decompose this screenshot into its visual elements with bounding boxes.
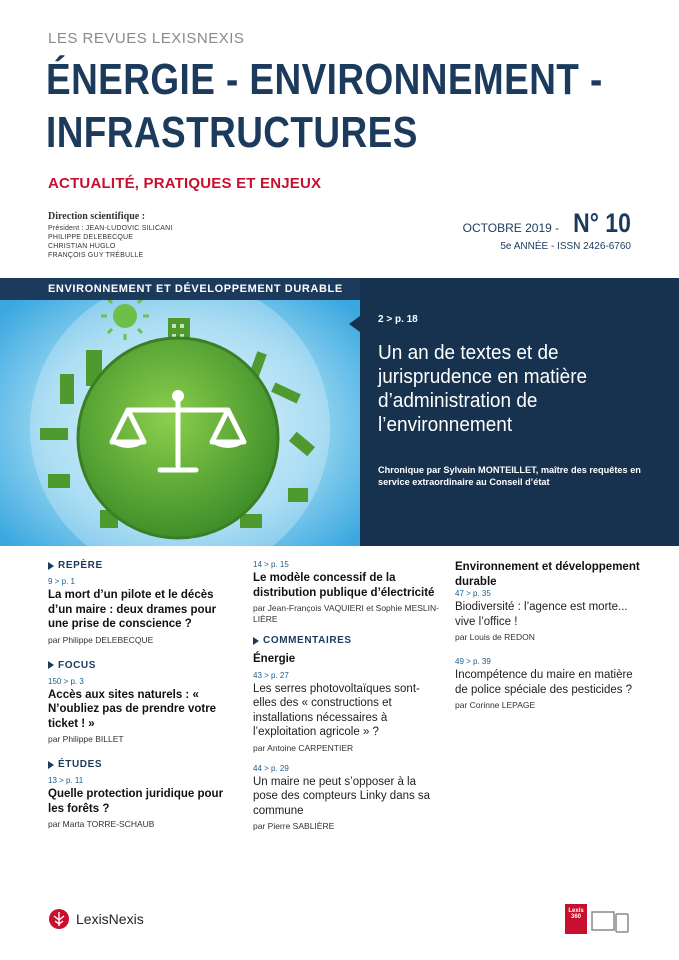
- publisher-logo: [48, 908, 144, 930]
- direction-label: Direction scientifique :: [48, 211, 146, 222]
- article-ref: 43 > p. 27: [253, 670, 289, 680]
- category-etudes: [48, 759, 238, 770]
- article-author: par Corinne LEPAGE: [455, 700, 536, 710]
- issue-info: [463, 208, 631, 252]
- column-3: [455, 560, 645, 711]
- category-label: COMMENTAIRES: [263, 635, 352, 646]
- hero-byline: Chronique par Sylvain MONTEILLET, maître des requêtes en service extraordinaire au Conseil d’état: [378, 465, 641, 487]
- article-author: par Louis de REDON: [455, 632, 535, 642]
- article-ref: 49 > p. 39: [455, 657, 491, 666]
- hero-notch: [349, 316, 360, 332]
- article-ref: 47 > p. 35: [455, 589, 491, 598]
- direction-name: CHRISTIAN HUGLO: [48, 243, 116, 250]
- lexis360-badge: Lexis 360: [565, 904, 587, 934]
- article-title: Un maire ne peut s’opposer à la pose des compteurs Linky dans sa commune: [253, 775, 431, 817]
- category-focus: [48, 660, 238, 671]
- article-ref: 150 > p. 3: [48, 676, 84, 686]
- category-reperes: [48, 560, 238, 571]
- lexisnexis-tree-icon: [48, 908, 70, 930]
- section-band: ENVIRONNEMENT ET DÉVELOPPEMENT DURABLE: [0, 278, 360, 300]
- article-author: par Pierre SABLIÈRE: [253, 821, 335, 831]
- scientific-direction: [48, 212, 172, 260]
- direction-name: PHILIPPE DELEBECQUE: [48, 234, 134, 241]
- series-name: LES REVUES LEXISNEXIS: [48, 30, 245, 47]
- triangle-icon: [48, 562, 54, 570]
- article-ref: 44 > p. 29: [253, 763, 289, 773]
- article-title: Accès aux sites naturels : « N’oubliez pas de prendre votre ticket ! »: [48, 688, 217, 730]
- article-author: par Philippe BILLET: [48, 734, 124, 744]
- triangle-icon: [48, 761, 54, 769]
- eco-justice-illustration: [0, 278, 360, 546]
- publisher-name: LexisNexis: [76, 911, 144, 927]
- journal-title-line2: INFRASTRUCTURES: [46, 108, 418, 157]
- article-title: Quelle protection juridique pour les forêts ?: [48, 788, 224, 815]
- article-ref: 13 > p. 11: [48, 776, 84, 785]
- column-heading: Environnement et développement durable: [455, 561, 640, 588]
- article-title: Biodiversité : l’agence est morte... vive l’office !: [455, 601, 628, 628]
- hero-illustration: [0, 278, 360, 546]
- devices-icon: [591, 910, 631, 934]
- journal-subtitle: ACTUALITÉ, PRATIQUES ET ENJEUX: [48, 175, 322, 192]
- direction-name: Président : JEAN-LUDOVIC SILICANI: [48, 225, 173, 232]
- issue-number: N° 10: [573, 208, 631, 238]
- triangle-icon: [48, 661, 54, 669]
- article-author: par Antoine CARPENTIER: [253, 742, 354, 753]
- column-2: [253, 560, 443, 832]
- category-commentaires: [253, 635, 443, 646]
- hero-title: Un an de textes et de jurisprudence en matière d’administration de l’environnement: [378, 342, 588, 436]
- footer-badges: [565, 904, 631, 934]
- category-label: FOCUS: [58, 659, 96, 671]
- hero-section: [0, 278, 679, 546]
- journal-title-line1: ÉNERGIE - ENVIRONNEMENT -: [46, 55, 603, 104]
- column-1: [48, 560, 238, 830]
- article-title: Le modèle concessif de la distribution publique d’électricité: [253, 572, 435, 599]
- direction-name: FRANÇOIS GUY TRÉBULLE: [48, 252, 144, 259]
- subcategory-energie: Énergie: [253, 653, 296, 665]
- issue-year: 5e ANNÉE - ISSN 2426-6760: [500, 241, 631, 252]
- hero-panel: [360, 278, 679, 546]
- article-author: par Jean-François VAQUIERI et Sophie MESLIN-LIÈRE: [253, 603, 439, 624]
- article-title: Incompétence du maire en matière de police spéciale des pesticides ?: [455, 669, 633, 696]
- issue-date: OCTOBRE 2019 -: [462, 221, 560, 235]
- article-ref: 14 > p. 15: [253, 560, 289, 569]
- article-title: Les serres photovoltaïques sont-elles des « constructions et installations nécessaires à l’exploitation agricole » ?: [253, 682, 420, 738]
- article-author: par Philippe DELEBECQUE: [48, 634, 154, 645]
- hero-ref: 2 > p. 18: [378, 314, 418, 325]
- article-title: La mort d’un pilote et le décès d’un maire : deux drames pour une prise de conscience ?: [48, 589, 217, 630]
- category-label: REPÈRE: [58, 560, 103, 571]
- category-label: ÉTUDES: [58, 759, 103, 770]
- article-author: par Marta TORRE-SCHAUB: [48, 819, 155, 829]
- triangle-icon: [253, 637, 259, 645]
- article-ref: 9 > p. 1: [48, 577, 75, 586]
